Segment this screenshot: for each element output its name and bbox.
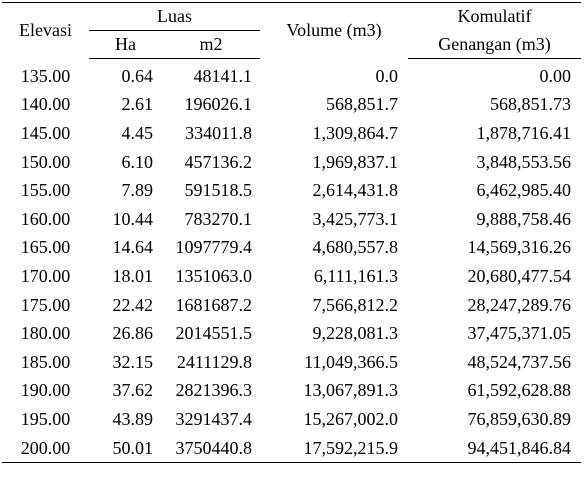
cell-volume: 1,969,837.1: [312, 151, 398, 172]
cell-elevasi: 200.00: [2, 434, 89, 463]
cell-elevasi: 165.00: [20, 237, 71, 258]
cell-ha: 37.62: [112, 380, 153, 401]
cell-elevasi: 135.00: [20, 65, 71, 86]
cell-komulatif: 9,888,758.46: [476, 208, 571, 229]
cell-m2: 2014551.5: [175, 323, 252, 344]
cell-elevasi: 190.00: [20, 380, 71, 401]
cell-volume: 0.0: [375, 65, 398, 86]
cell-komulatif: 37,475,371.05: [467, 323, 571, 344]
cell-m2: 2411129.8: [176, 351, 252, 372]
header-luas: Luas: [89, 3, 260, 31]
cell-volume: 2,614,431.8: [312, 180, 398, 201]
cell-volume: 15,267,002.0: [303, 408, 398, 429]
cell-volume: 11,049,366.5: [304, 351, 398, 372]
cell-komulatif: 20,680,477.54: [467, 265, 571, 286]
header-row-1: [2, 3, 581, 31]
table-row: [2, 176, 581, 205]
cell-volume: 6,111,161.3: [313, 265, 398, 286]
cell-m2: 2821396.3: [175, 380, 252, 401]
cell-komulatif: 0.00: [539, 65, 571, 86]
cell-komulatif: 48,524,737.56: [467, 351, 571, 372]
cell-volume: 13,067,891.3: [303, 380, 398, 401]
cell-volume: 568,851.7: [326, 94, 398, 115]
cell-komulatif: 568,851.73: [490, 94, 571, 115]
table-body: [2, 59, 581, 463]
header-komulatif-line1: Komulatif: [408, 3, 581, 31]
cell-komulatif: 94,451,846.84: [408, 434, 581, 463]
table-row: [2, 348, 581, 377]
cell-elevasi: 160.00: [20, 208, 71, 229]
cell-ha: 14.64: [112, 237, 153, 258]
cell-m2: 334011.8: [185, 122, 252, 143]
cell-ha: 32.15: [112, 351, 153, 372]
cell-m2: 1097779.4: [175, 237, 252, 258]
table-row: [2, 119, 581, 148]
cell-m2: 457136.2: [184, 151, 252, 172]
header-volume: Volume (m3): [260, 3, 408, 59]
cell-ha: 2.61: [121, 94, 153, 115]
cell-volume: 4,680,557.8: [312, 237, 398, 258]
cell-komulatif: 28,247,289.76: [467, 294, 571, 315]
header-komulatif-line2: Genangan (m3): [408, 31, 581, 59]
cell-komulatif: 1,878,716.41: [476, 122, 571, 143]
cell-elevasi: 170.00: [20, 265, 71, 286]
cell-elevasi: 155.00: [20, 180, 71, 201]
cell-elevasi: 140.00: [20, 94, 71, 115]
cell-ha: 6.10: [121, 151, 153, 172]
cell-volume: 1,309,864.7: [312, 122, 398, 143]
cell-volume: 3,425,773.1: [312, 208, 398, 229]
cell-elevasi: 180.00: [20, 323, 71, 344]
table-row: [2, 59, 581, 91]
table-row: [2, 377, 581, 406]
cell-m2: 3750440.8: [162, 434, 260, 463]
table-row: [2, 319, 581, 348]
cell-m2: 783270.1: [184, 208, 252, 229]
cell-ha: 50.01: [89, 434, 162, 463]
cell-m2: 591518.5: [184, 180, 252, 201]
cell-ha: 26.86: [112, 323, 153, 344]
table-row: [2, 262, 581, 291]
elevation-volume-table: [2, 2, 581, 463]
cell-m2: 1681687.2: [175, 294, 252, 315]
cell-ha: 4.45: [121, 122, 153, 143]
cell-elevasi: 185.00: [20, 351, 71, 372]
table-row: [2, 91, 581, 120]
elevation-volume-table-container: [2, 2, 581, 463]
cell-komulatif: 14,569,316.26: [467, 237, 571, 258]
cell-volume: 17,592,215.9: [260, 434, 408, 463]
cell-ha: 7.89: [121, 180, 153, 201]
table-row: [2, 205, 581, 234]
table-row: [2, 148, 581, 177]
cell-m2: 196026.1: [184, 94, 252, 115]
cell-m2: 48141.1: [193, 65, 252, 86]
cell-volume: 7,566,812.2: [312, 294, 398, 315]
header-m2: m2: [162, 31, 260, 59]
cell-ha: 18.01: [112, 265, 153, 286]
table-row: [2, 234, 581, 263]
table-row: [2, 405, 581, 434]
cell-ha: 10.44: [112, 208, 153, 229]
cell-m2: 3291437.4: [175, 408, 252, 429]
header-elevasi: Elevasi: [2, 3, 89, 59]
cell-ha: 43.89: [112, 408, 153, 429]
cell-m2: 1351063.0: [175, 265, 252, 286]
cell-elevasi: 150.00: [20, 151, 71, 172]
table-header: [2, 3, 581, 59]
cell-komulatif: 6,462,985.40: [476, 180, 571, 201]
cell-elevasi: 145.00: [20, 122, 71, 143]
cell-elevasi: 195.00: [20, 408, 71, 429]
cell-volume: 9,228,081.3: [312, 323, 398, 344]
cell-komulatif: 76,859,630.89: [467, 408, 571, 429]
table-row: [2, 434, 581, 463]
header-ha: Ha: [89, 31, 162, 59]
table-row: [2, 291, 581, 320]
cell-ha: 0.64: [121, 65, 153, 86]
cell-komulatif: 61,592,628.88: [467, 380, 571, 401]
cell-komulatif: 3,848,553.56: [476, 151, 571, 172]
cell-ha: 22.42: [112, 294, 153, 315]
cell-elevasi: 175.00: [20, 294, 71, 315]
